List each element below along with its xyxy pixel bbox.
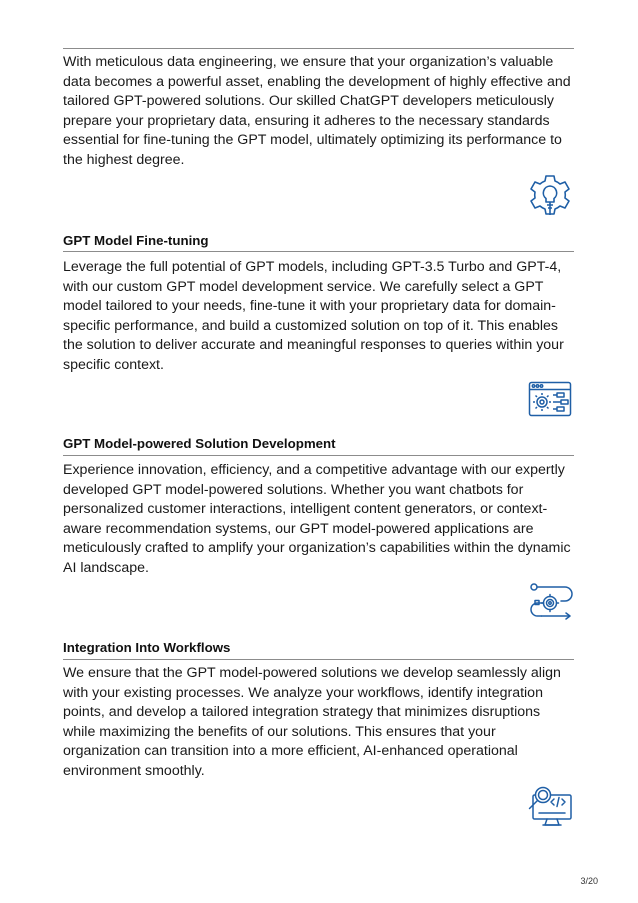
monitor-code-search-icon <box>527 785 575 829</box>
section-fine-tuning-body: Leverage the full potential of GPT models, including GPT-3.5 Turbo and GPT-4, with our custom GPT model development service. We carefully select a GPT model tailored to your needs, fine-tune it with your proprietary data for domain-specific performance, and build a customized solution on top of it. This enables the solution to deliver accurate and meaningful responses to queries within your specific context. <box>63 259 564 373</box>
section-heading-solution-development: GPT Model-powered Solution Development <box>63 436 336 451</box>
gear-bulb-icon <box>528 173 572 219</box>
section-heading-integration: Integration Into Workflows <box>63 640 231 655</box>
browser-settings-icon <box>528 381 572 417</box>
section-divider <box>63 455 574 456</box>
section-heading-fine-tuning: GPT Model Fine-tuning <box>63 233 209 248</box>
section-divider-top <box>63 48 574 49</box>
section-integration-body: We ensure that the GPT model-powered solutions we develop seamlessly align with your existing processes. We analyze your workflows, identify integration points, and develop a tailored integration strategy that minimizes disruptions while maximizing the benefits of our solutions. This ensures that your organization can transition into a more efficient, AI-enhanced operational environment smoothly. <box>63 665 561 779</box>
workflow-gears-icon <box>528 583 574 623</box>
section-divider <box>63 659 574 660</box>
section-solution-development-body: Experience innovation, efficiency, and a competitive advantage with our expertly developed GPT model-powered solutions. Whether you want chatbots for personalized customer interactions, intelligent content generators, or context-aware recommendation systems, our GPT model-powered applications are meticulously crafted to amplify your organization’s capabilities within the dynamic AI landscape. <box>63 462 571 576</box>
page-number: 3/20 <box>580 876 598 886</box>
section-intro-body: With meticulous data engineering, we ensure that your organization’s valuable data becomes a powerful asset, enabling the development of highly effective and tailored GPT-powered solutions. Our skilled ChatGPT developers meticulously prepare your proprietary data, ensuring it adheres to the necessary standards essential for fine-tuning the GPT model, ultimately optimizing its performance to the highest degree. <box>63 54 571 168</box>
section-divider <box>63 251 574 252</box>
